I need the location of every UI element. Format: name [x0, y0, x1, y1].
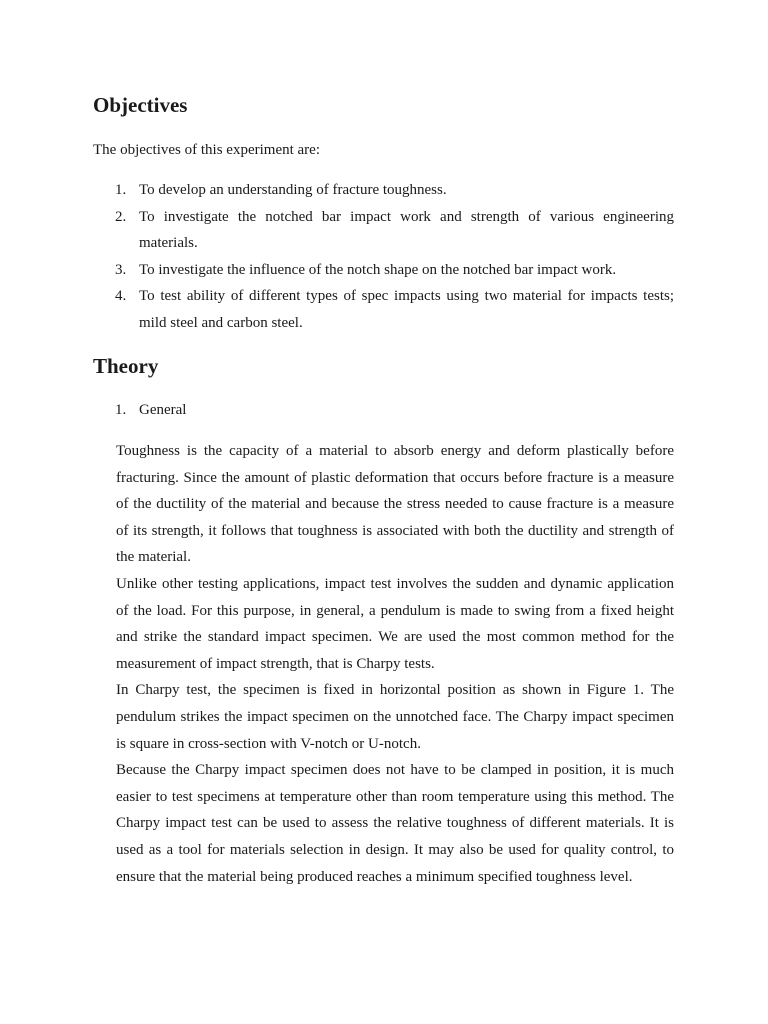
subsection-number: 1.: [115, 402, 127, 418]
paragraph: Toughness is the capacity of a material to absorb energy and deform plastically before fracturing. Since the amount of plastic deformation that occurs before fracture is a measure of the ductility of the material and because the stress needed to cause fracture is a measure of its strength, it follows that toughness is associated with both the ductility and strength of the material.: [116, 443, 674, 566]
paragraph: In Charpy test, the specimen is fixed in horizontal position as shown in Figure 1. The pendulum strikes the impact specimen on the unnotched face. The Charpy impact specimen is square in cross-section with V-notch or U-notch.: [116, 682, 674, 752]
list-item-number: 1.: [115, 182, 127, 198]
list-item: [93, 204, 674, 257]
list-item-text: To test ability of different types of spec impacts using two material for impacts tests; mild steel and carbon steel.: [139, 288, 674, 331]
list-item-text: To investigate the influence of the notch shape on the notched bar impact work.: [139, 261, 617, 278]
theory-heading: Theory: [93, 354, 159, 378]
list-item-number: 3.: [115, 261, 127, 278]
list-item-text: To develop an understanding of fracture toughness.: [139, 182, 447, 198]
list-item-number: 4.: [115, 288, 127, 305]
objectives-heading: Objectives: [93, 93, 188, 117]
list-item: [93, 283, 674, 336]
subsection-label: General: [139, 402, 187, 418]
paragraph: Because the Charpy impact specimen does not have to be clamped in position, it is much easier to test specimens at temperature other than room temperature using this method. The Charpy impact test can be used to assess the relative toughness of different materials. It is used as a tool for materials selection in design. It may also be used for quality control, to ensure that the material being produced reaches a minimum specified toughness level.: [116, 762, 674, 885]
theory-subsection: [115, 399, 186, 421]
list-item-number: 2.: [115, 208, 127, 225]
list-item: [93, 177, 674, 204]
list-item: [93, 257, 674, 284]
paragraph: Unlike other testing applications, impact test involves the sudden and dynamic application of the load. For this purpose, in general, a pendulum is made to swing from a fixed height and strike the standard impact specimen. We are used the most common method for the measurement of impact strength, that is Charpy tests.: [116, 575, 674, 672]
objectives-list: [93, 177, 674, 337]
list-item-text: To investigate the notched bar impact work and strength of various engineering materials.: [139, 208, 674, 252]
objectives-intro: The objectives of this experiment are:: [93, 142, 320, 158]
theory-body: [116, 438, 674, 890]
